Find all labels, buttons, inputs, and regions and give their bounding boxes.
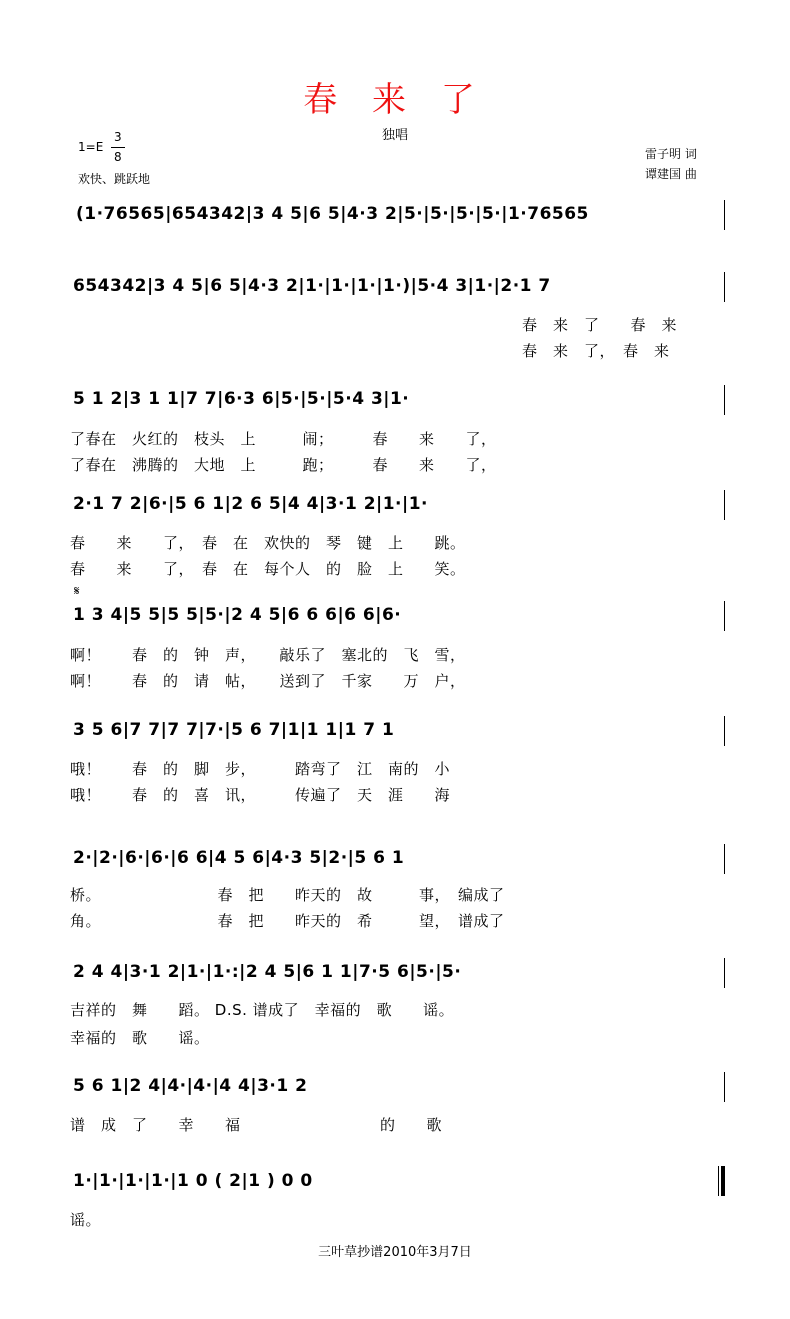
time-signature-top: 3 <box>114 130 122 144</box>
lyric-row-2-verse-1: 春 来 了 春 来 <box>522 316 678 334</box>
lyric-row-9: 谱 成 了 幸 福 的 歌 <box>70 1116 443 1134</box>
key-signature: 1=E <box>78 140 104 154</box>
system-barline <box>724 958 725 988</box>
score-row-1: (1·76565|654342|3 4 5|6 5|4·3 2|5·|5·|5·|5·|1·76565 <box>76 204 589 224</box>
song-title: 春 来 了 <box>303 80 487 120</box>
lyric-row-7-verse-1: 桥。 春 把 昨天的 故 事， 编成了 <box>70 886 505 904</box>
system-barline <box>724 200 725 230</box>
score-row-3: 5 1 2|3 1 1|7 7|6·3 6|5·|5·|5·4 3|1· <box>73 389 410 409</box>
lyric-row-2-verse-2: 春 来 了， 春 来 <box>522 342 670 360</box>
lyric-row-3-verse-2: 了春在 沸腾的 大地 上 跑； 春 来 了， <box>70 456 497 474</box>
lyric-row-8-verse-2: 幸福的 歌 谣。 <box>70 1029 210 1047</box>
score-row-7: 2·|2·|6·|6·|6 6|4 5 6|4·3 5|2·|5 6 1 <box>73 848 405 868</box>
system-barline <box>724 385 725 415</box>
segno-sign: 𝄋 <box>74 584 80 599</box>
performance-type: 独唱 <box>381 128 408 143</box>
lyric-row-6-verse-1: 哦！ 春 的 脚 步， 踏弯了 江 南的 小 <box>70 760 451 778</box>
lyric-row-8-verse-1: 吉祥的 舞 蹈。 D.S. 谱成了 幸福的 歌 谣。 <box>70 1001 455 1019</box>
lyric-row-10: 谣。 <box>70 1211 102 1229</box>
system-barline <box>724 844 725 874</box>
system-barline <box>724 1072 725 1102</box>
lyricist-credit: 雷子明 词 <box>645 147 697 161</box>
score-row-5: 1 3 4|5 5|5 5|5·|2 4 5|6 6 6|6 6|6· <box>73 605 402 625</box>
score-row-4: 2·1 7 2|6·|5 6 1|2 6 5|4 4|3·1 2|1·|1· <box>73 494 429 514</box>
score-row-6: 3 5 6|7 7|7 7|7·|5 6 7|1|1 1|1 7 1 <box>73 720 395 740</box>
system-barline <box>724 716 725 746</box>
score-row-2: 654342|3 4 5|6 5|4·3 2|1·|1·|1·|1·)|5·4 3|1·|2·1 7 <box>73 276 551 296</box>
final-barline-thick <box>721 1166 725 1196</box>
system-barline <box>724 272 725 302</box>
lyric-row-5-verse-2: 啊！ 春 的 请 帖， 送到了 千家 万 户， <box>70 672 466 690</box>
tempo-marking: 欢快、跳跃地 <box>78 172 151 186</box>
lyric-row-6-verse-2: 哦！ 春 的 喜 讯， 传遍了 天 涯 海 <box>70 786 451 804</box>
lyric-row-3-verse-1: 了春在 火红的 枝头 上 闹； 春 来 了， <box>70 430 497 448</box>
lyric-row-5-verse-1: 啊！ 春 的 钟 声， 敲乐了 塞北的 飞 雪， <box>70 646 466 664</box>
composer-credit: 谭建国 曲 <box>645 167 697 181</box>
lyric-row-7-verse-2: 角。 春 把 昨天的 希 望， 谱成了 <box>70 912 505 930</box>
lyric-row-4-verse-2: 春 来 了， 春 在 每个人 的 脸 上 笑。 <box>70 560 466 578</box>
score-row-8: 2 4 4|3·1 2|1·|1·:|2 4 5|6 1 1|7·5 6|5·|5· <box>73 962 462 982</box>
final-barline-thin <box>718 1166 719 1196</box>
time-signature-line <box>111 147 125 148</box>
score-row-9: 5 6 1|2 4|4·|4·|4 4|3·1 2 <box>73 1076 308 1096</box>
score-row-10: 1·|1·|1·|1·|1 0 ( 2|1 ) 0 0 <box>73 1171 313 1191</box>
system-barline <box>724 490 725 520</box>
time-signature-bottom: 8 <box>114 150 122 164</box>
system-barline <box>724 601 725 631</box>
transcriber-footer: 三叶草抄谱2010年3月7日 <box>318 1245 472 1260</box>
lyric-row-4-verse-1: 春 来 了， 春 在 欢快的 琴 键 上 跳。 <box>70 534 466 552</box>
